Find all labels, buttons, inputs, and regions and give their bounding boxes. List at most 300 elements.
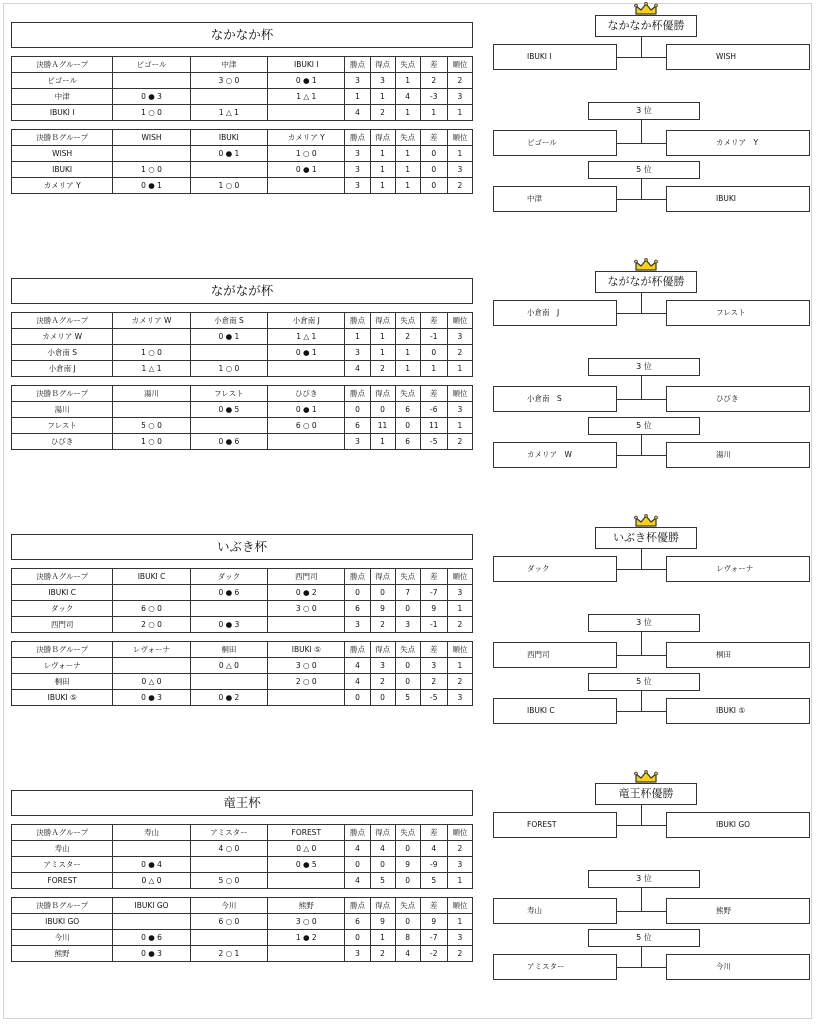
table-row <box>12 434 473 450</box>
group-a-table <box>11 312 473 377</box>
team-name-cell: ビゴール <box>12 73 113 89</box>
score-cell: 3 <box>447 930 472 946</box>
team-name-cell: アミスター <box>12 857 113 873</box>
score-cell: 6 ○ 0 <box>190 914 267 930</box>
table-header-row <box>12 130 473 146</box>
score-cell: 0 △ 0 <box>190 658 267 674</box>
header-cell: 差 <box>420 386 447 402</box>
score-cell: 3 <box>345 946 370 962</box>
score-cell: 1 ○ 0 <box>268 146 345 162</box>
score-cell: 4 <box>370 841 395 857</box>
score-cell: 0 ● 1 <box>190 146 267 162</box>
score-cell: -3 <box>420 89 447 105</box>
bracket-connector <box>641 37 642 57</box>
header-cell: 中津 <box>190 57 267 73</box>
score-cell <box>113 73 190 89</box>
crown-icon <box>634 513 658 527</box>
team-name-cell: FOREST <box>12 873 113 889</box>
score-cell: -1 <box>420 329 447 345</box>
score-cell <box>268 873 345 889</box>
group-a-table <box>11 824 473 889</box>
score-cell: 1 ● 2 <box>268 930 345 946</box>
header-cell: 失点 <box>395 313 420 329</box>
cup-section <box>0 768 817 1013</box>
score-cell: 3 <box>447 329 472 345</box>
bracket-connector <box>617 655 666 656</box>
champion-label: なかなか杯優勝 <box>595 15 697 37</box>
header-cell: 勝点 <box>345 57 370 73</box>
score-cell: 0 <box>420 178 447 194</box>
score-cell: 6 <box>395 402 420 418</box>
header-cell: 決勝Ａグループ <box>12 825 113 841</box>
header-cell: 勝点 <box>345 313 370 329</box>
score-cell: 4 <box>395 946 420 962</box>
crown-icon <box>634 769 658 783</box>
table-row <box>12 329 473 345</box>
score-cell: -5 <box>420 434 447 450</box>
header-cell: 失点 <box>395 898 420 914</box>
score-cell: 1 <box>370 146 395 162</box>
header-cell: 熊野 <box>268 898 345 914</box>
score-cell <box>190 89 267 105</box>
score-cell: 0 <box>395 418 420 434</box>
fifth-place-label: 5 位 <box>588 673 700 691</box>
score-cell: -1 <box>420 617 447 633</box>
header-cell: 決勝Ｂグループ <box>12 642 113 658</box>
fifth-team-right: IBUKI ⑤ <box>666 698 810 724</box>
cup-section <box>0 0 817 245</box>
score-cell: 1 <box>345 89 370 105</box>
score-cell: 0 ● 1 <box>268 162 345 178</box>
team-name-cell: 湯川 <box>12 402 113 418</box>
score-cell: 0 <box>420 345 447 361</box>
table-row <box>12 89 473 105</box>
final-team-left: IBUKI I <box>493 44 617 70</box>
final-team-left: ダック <box>493 556 617 582</box>
score-cell: 6 <box>345 601 370 617</box>
table-header-row <box>12 569 473 585</box>
score-cell: 3 <box>345 178 370 194</box>
score-cell: 2 <box>370 617 395 633</box>
score-cell: 1 △ 1 <box>190 105 267 121</box>
header-cell: 勝点 <box>345 130 370 146</box>
score-cell: 0 △ 0 <box>113 674 190 690</box>
score-cell: 0 <box>345 402 370 418</box>
score-cell: 0 ● 3 <box>190 617 267 633</box>
table-row <box>12 930 473 946</box>
score-cell: 3 <box>447 89 472 105</box>
third-team-left: 西門司 <box>493 642 617 668</box>
header-cell: 順位 <box>447 313 472 329</box>
score-cell: 0 ● 1 <box>268 73 345 89</box>
table-row <box>12 585 473 601</box>
crown-icon <box>634 1 658 15</box>
score-cell: 1 <box>420 105 447 121</box>
team-name-cell: 寿山 <box>12 841 113 857</box>
score-cell <box>268 434 345 450</box>
team-name-cell: カメリア W <box>12 329 113 345</box>
score-cell <box>113 658 190 674</box>
header-cell: 得点 <box>370 642 395 658</box>
score-cell: 2 ○ 0 <box>113 617 190 633</box>
group-a-table <box>11 56 473 121</box>
header-cell: IBUKI I <box>268 57 345 73</box>
score-cell: 1 △ 1 <box>268 329 345 345</box>
group-a-table <box>11 568 473 633</box>
score-cell: 2 <box>370 361 395 377</box>
score-cell: 2 <box>395 329 420 345</box>
score-cell: 3 <box>345 162 370 178</box>
score-cell <box>268 105 345 121</box>
header-cell: 差 <box>420 569 447 585</box>
score-cell <box>190 345 267 361</box>
bracket-connector <box>617 313 666 314</box>
score-cell: 3 <box>395 617 420 633</box>
header-cell: FOREST <box>268 825 345 841</box>
score-cell: 3 ○ 0 <box>268 658 345 674</box>
score-cell: 0 ● 5 <box>190 402 267 418</box>
score-cell: 4 ○ 0 <box>190 841 267 857</box>
score-cell: 5 <box>420 873 447 889</box>
bracket-connector <box>617 143 666 144</box>
score-cell: 1 <box>395 146 420 162</box>
third-team-right: カメリア Y <box>666 130 810 156</box>
score-cell: 5 <box>395 690 420 706</box>
score-cell: 0 ● 6 <box>113 930 190 946</box>
score-cell: 3 <box>447 857 472 873</box>
third-place-label: 3 位 <box>588 614 700 632</box>
score-cell: 1 <box>370 89 395 105</box>
score-cell: -5 <box>420 690 447 706</box>
team-name-cell: 小倉南 J <box>12 361 113 377</box>
header-cell: 勝点 <box>345 386 370 402</box>
score-cell: 1 <box>395 178 420 194</box>
score-cell: 3 <box>345 345 370 361</box>
header-cell: 決勝Ａグループ <box>12 57 113 73</box>
bracket-connector <box>617 825 666 826</box>
bracket-connector <box>617 199 666 200</box>
cup-section <box>0 256 817 501</box>
score-cell: 1 <box>345 329 370 345</box>
score-cell: 2 ○ 0 <box>268 674 345 690</box>
cup-title: ながなが杯 <box>11 278 473 304</box>
score-cell: 0 <box>370 585 395 601</box>
header-cell: 失点 <box>395 642 420 658</box>
score-cell: 1 △ 1 <box>268 89 345 105</box>
score-cell: 3 <box>370 73 395 89</box>
score-cell: 6 ○ 0 <box>268 418 345 434</box>
header-cell: 順位 <box>447 642 472 658</box>
final-team-left: 小倉南 J <box>493 300 617 326</box>
final-team-right: レヴォーナ <box>666 556 810 582</box>
score-cell: 0 <box>345 857 370 873</box>
score-cell: 0 <box>370 690 395 706</box>
score-cell: 4 <box>345 361 370 377</box>
crown-icon <box>634 257 658 271</box>
score-cell: 0 <box>420 162 447 178</box>
header-cell: 順位 <box>447 825 472 841</box>
fifth-place-label: 5 位 <box>588 161 700 179</box>
champion-label: いぶき杯優勝 <box>595 527 697 549</box>
header-cell: 得点 <box>370 386 395 402</box>
header-cell: 順位 <box>447 898 472 914</box>
score-cell: 0 <box>345 585 370 601</box>
final-team-right: フレスト <box>666 300 810 326</box>
header-cell: 順位 <box>447 130 472 146</box>
score-cell: 8 <box>395 930 420 946</box>
header-cell: IBUKI <box>190 130 267 146</box>
score-cell <box>268 178 345 194</box>
header-cell: 勝点 <box>345 825 370 841</box>
champion-label: ながなが杯優勝 <box>595 271 697 293</box>
team-name-cell: 中津 <box>12 89 113 105</box>
score-cell: -7 <box>420 930 447 946</box>
fifth-team-left: 中津 <box>493 186 617 212</box>
score-cell: 2 <box>447 178 472 194</box>
header-cell: 西門司 <box>268 569 345 585</box>
score-cell: -6 <box>420 402 447 418</box>
table-row <box>12 857 473 873</box>
score-cell <box>268 946 345 962</box>
score-cell <box>113 585 190 601</box>
score-cell: 0 <box>395 658 420 674</box>
score-cell: 0 △ 0 <box>268 841 345 857</box>
header-cell: 寿山 <box>113 825 190 841</box>
score-cell: 2 <box>447 617 472 633</box>
score-cell <box>190 601 267 617</box>
header-cell: 失点 <box>395 569 420 585</box>
score-cell: 0 ● 2 <box>190 690 267 706</box>
header-cell: 得点 <box>370 825 395 841</box>
bracket-connector <box>641 435 642 455</box>
fifth-team-right: IBUKI <box>666 186 810 212</box>
header-cell: 順位 <box>447 57 472 73</box>
score-cell <box>268 690 345 706</box>
table-header-row <box>12 386 473 402</box>
score-cell: 0 <box>395 674 420 690</box>
score-cell: 0 ● 3 <box>113 690 190 706</box>
score-cell: 6 <box>345 914 370 930</box>
table-row <box>12 178 473 194</box>
header-cell: 決勝Ｂグループ <box>12 898 113 914</box>
table-row <box>12 361 473 377</box>
score-cell: 1 <box>447 146 472 162</box>
table-row <box>12 402 473 418</box>
team-name-cell: WISH <box>12 146 113 162</box>
table-row <box>12 841 473 857</box>
header-cell: 勝点 <box>345 642 370 658</box>
score-cell: 0 ● 1 <box>268 345 345 361</box>
header-cell: ひびき <box>268 386 345 402</box>
score-cell: 0 <box>345 690 370 706</box>
header-cell: IBUKI C <box>113 569 190 585</box>
header-cell: IBUKI ⑤ <box>268 642 345 658</box>
team-name-cell: 西門司 <box>12 617 113 633</box>
score-cell: 2 <box>370 674 395 690</box>
score-cell: 2 <box>420 73 447 89</box>
score-cell: 1 ○ 0 <box>113 162 190 178</box>
score-cell: 1 ○ 0 <box>190 178 267 194</box>
header-cell: 得点 <box>370 898 395 914</box>
score-cell <box>190 418 267 434</box>
score-cell: 3 <box>345 73 370 89</box>
fifth-team-left: アミスター <box>493 954 617 980</box>
score-cell: 9 <box>370 914 395 930</box>
third-team-right: ひびき <box>666 386 810 412</box>
team-name-cell: カメリア Y <box>12 178 113 194</box>
score-cell: 1 ○ 0 <box>190 361 267 377</box>
header-cell: 小倉南 S <box>190 313 267 329</box>
header-cell: 得点 <box>370 130 395 146</box>
score-cell: 4 <box>345 674 370 690</box>
table-header-row <box>12 57 473 73</box>
score-cell: 1 <box>395 345 420 361</box>
header-cell: アミスター <box>190 825 267 841</box>
header-cell: WISH <box>113 130 190 146</box>
score-cell: 9 <box>370 601 395 617</box>
table-row <box>12 601 473 617</box>
team-name-cell: IBUKI <box>12 162 113 178</box>
score-cell: 2 ○ 1 <box>190 946 267 962</box>
table-row <box>12 162 473 178</box>
score-cell: 3 <box>345 146 370 162</box>
score-cell: -2 <box>420 946 447 962</box>
score-cell: 0 <box>420 146 447 162</box>
table-header-row <box>12 642 473 658</box>
score-cell: 7 <box>395 585 420 601</box>
header-cell: 差 <box>420 642 447 658</box>
bracket-connector <box>641 120 642 143</box>
score-cell: 3 <box>447 690 472 706</box>
team-name-cell: 小倉南 S <box>12 345 113 361</box>
score-cell: 3 <box>447 402 472 418</box>
score-cell: 5 ○ 0 <box>190 873 267 889</box>
header-cell: 失点 <box>395 57 420 73</box>
score-cell: 1 <box>447 361 472 377</box>
final-team-left: FOREST <box>493 812 617 838</box>
header-cell: 順位 <box>447 569 472 585</box>
score-cell: 6 ○ 0 <box>113 601 190 617</box>
score-cell: 3 <box>370 658 395 674</box>
group-b-table <box>11 641 473 706</box>
score-cell <box>190 857 267 873</box>
score-cell: 3 ○ 0 <box>190 73 267 89</box>
score-cell: 9 <box>420 601 447 617</box>
bracket-connector <box>617 57 666 58</box>
third-team-left: ビゴール <box>493 130 617 156</box>
group-b-table <box>11 897 473 962</box>
score-cell: 11 <box>420 418 447 434</box>
score-cell: 4 <box>345 873 370 889</box>
score-cell: 3 <box>345 434 370 450</box>
group-b-table <box>11 129 473 194</box>
champion-label: 竜王杯優勝 <box>595 783 697 805</box>
third-place-label: 3 位 <box>588 102 700 120</box>
bracket-connector <box>641 947 642 967</box>
score-cell: 5 <box>370 873 395 889</box>
bracket-connector <box>641 632 642 655</box>
score-cell: 0 △ 0 <box>113 873 190 889</box>
table-row <box>12 617 473 633</box>
cup-section <box>0 512 817 757</box>
table-row <box>12 690 473 706</box>
score-cell: 0 ● 6 <box>190 585 267 601</box>
header-cell: 湯川 <box>113 386 190 402</box>
team-name-cell: 桐田 <box>12 674 113 690</box>
header-cell: 差 <box>420 57 447 73</box>
table-row <box>12 345 473 361</box>
table-row <box>12 674 473 690</box>
score-cell: 1 <box>370 162 395 178</box>
score-cell: 0 <box>395 841 420 857</box>
bracket-connector <box>617 911 666 912</box>
header-cell: レヴォーナ <box>113 642 190 658</box>
team-name-cell: IBUKI GO <box>12 914 113 930</box>
group-b-table <box>11 385 473 450</box>
score-cell <box>113 402 190 418</box>
table-header-row <box>12 825 473 841</box>
score-cell: 0 <box>395 873 420 889</box>
score-cell: 9 <box>420 914 447 930</box>
score-cell: 1 <box>447 601 472 617</box>
score-cell <box>113 329 190 345</box>
fifth-team-right: 今川 <box>666 954 810 980</box>
bracket-connector <box>641 888 642 911</box>
score-cell: 11 <box>370 418 395 434</box>
score-cell: 1 <box>395 361 420 377</box>
score-cell: 1 <box>395 162 420 178</box>
score-cell: 2 <box>370 946 395 962</box>
score-cell: 2 <box>447 841 472 857</box>
table-row <box>12 105 473 121</box>
score-cell: 3 ○ 0 <box>268 601 345 617</box>
header-cell: 失点 <box>395 386 420 402</box>
score-cell: 3 <box>420 658 447 674</box>
table-row <box>12 658 473 674</box>
team-name-cell: IBUKI C <box>12 585 113 601</box>
score-cell: 2 <box>447 434 472 450</box>
bracket-connector <box>641 691 642 711</box>
bracket-connector <box>617 967 666 968</box>
table-row <box>12 73 473 89</box>
table-row <box>12 873 473 889</box>
score-cell: 1 ○ 0 <box>113 345 190 361</box>
third-place-label: 3 位 <box>588 870 700 888</box>
score-cell: 0 ● 5 <box>268 857 345 873</box>
header-cell: ダック <box>190 569 267 585</box>
final-team-right: WISH <box>666 44 810 70</box>
score-cell: 1 <box>395 73 420 89</box>
bracket-connector <box>641 293 642 313</box>
score-cell: -7 <box>420 585 447 601</box>
fifth-team-left: IBUKI C <box>493 698 617 724</box>
score-cell: 1 <box>447 105 472 121</box>
score-cell: 0 ● 1 <box>113 178 190 194</box>
header-cell: 差 <box>420 130 447 146</box>
cup-title: 竜王杯 <box>11 790 473 816</box>
header-cell: フレスト <box>190 386 267 402</box>
table-header-row <box>12 898 473 914</box>
score-cell: 3 <box>447 162 472 178</box>
score-cell <box>190 930 267 946</box>
table-row <box>12 146 473 162</box>
header-cell: 桐田 <box>190 642 267 658</box>
header-cell: 得点 <box>370 569 395 585</box>
score-cell <box>113 841 190 857</box>
team-name-cell: 熊野 <box>12 946 113 962</box>
fifth-team-right: 湯川 <box>666 442 810 468</box>
score-cell: 1 <box>370 178 395 194</box>
